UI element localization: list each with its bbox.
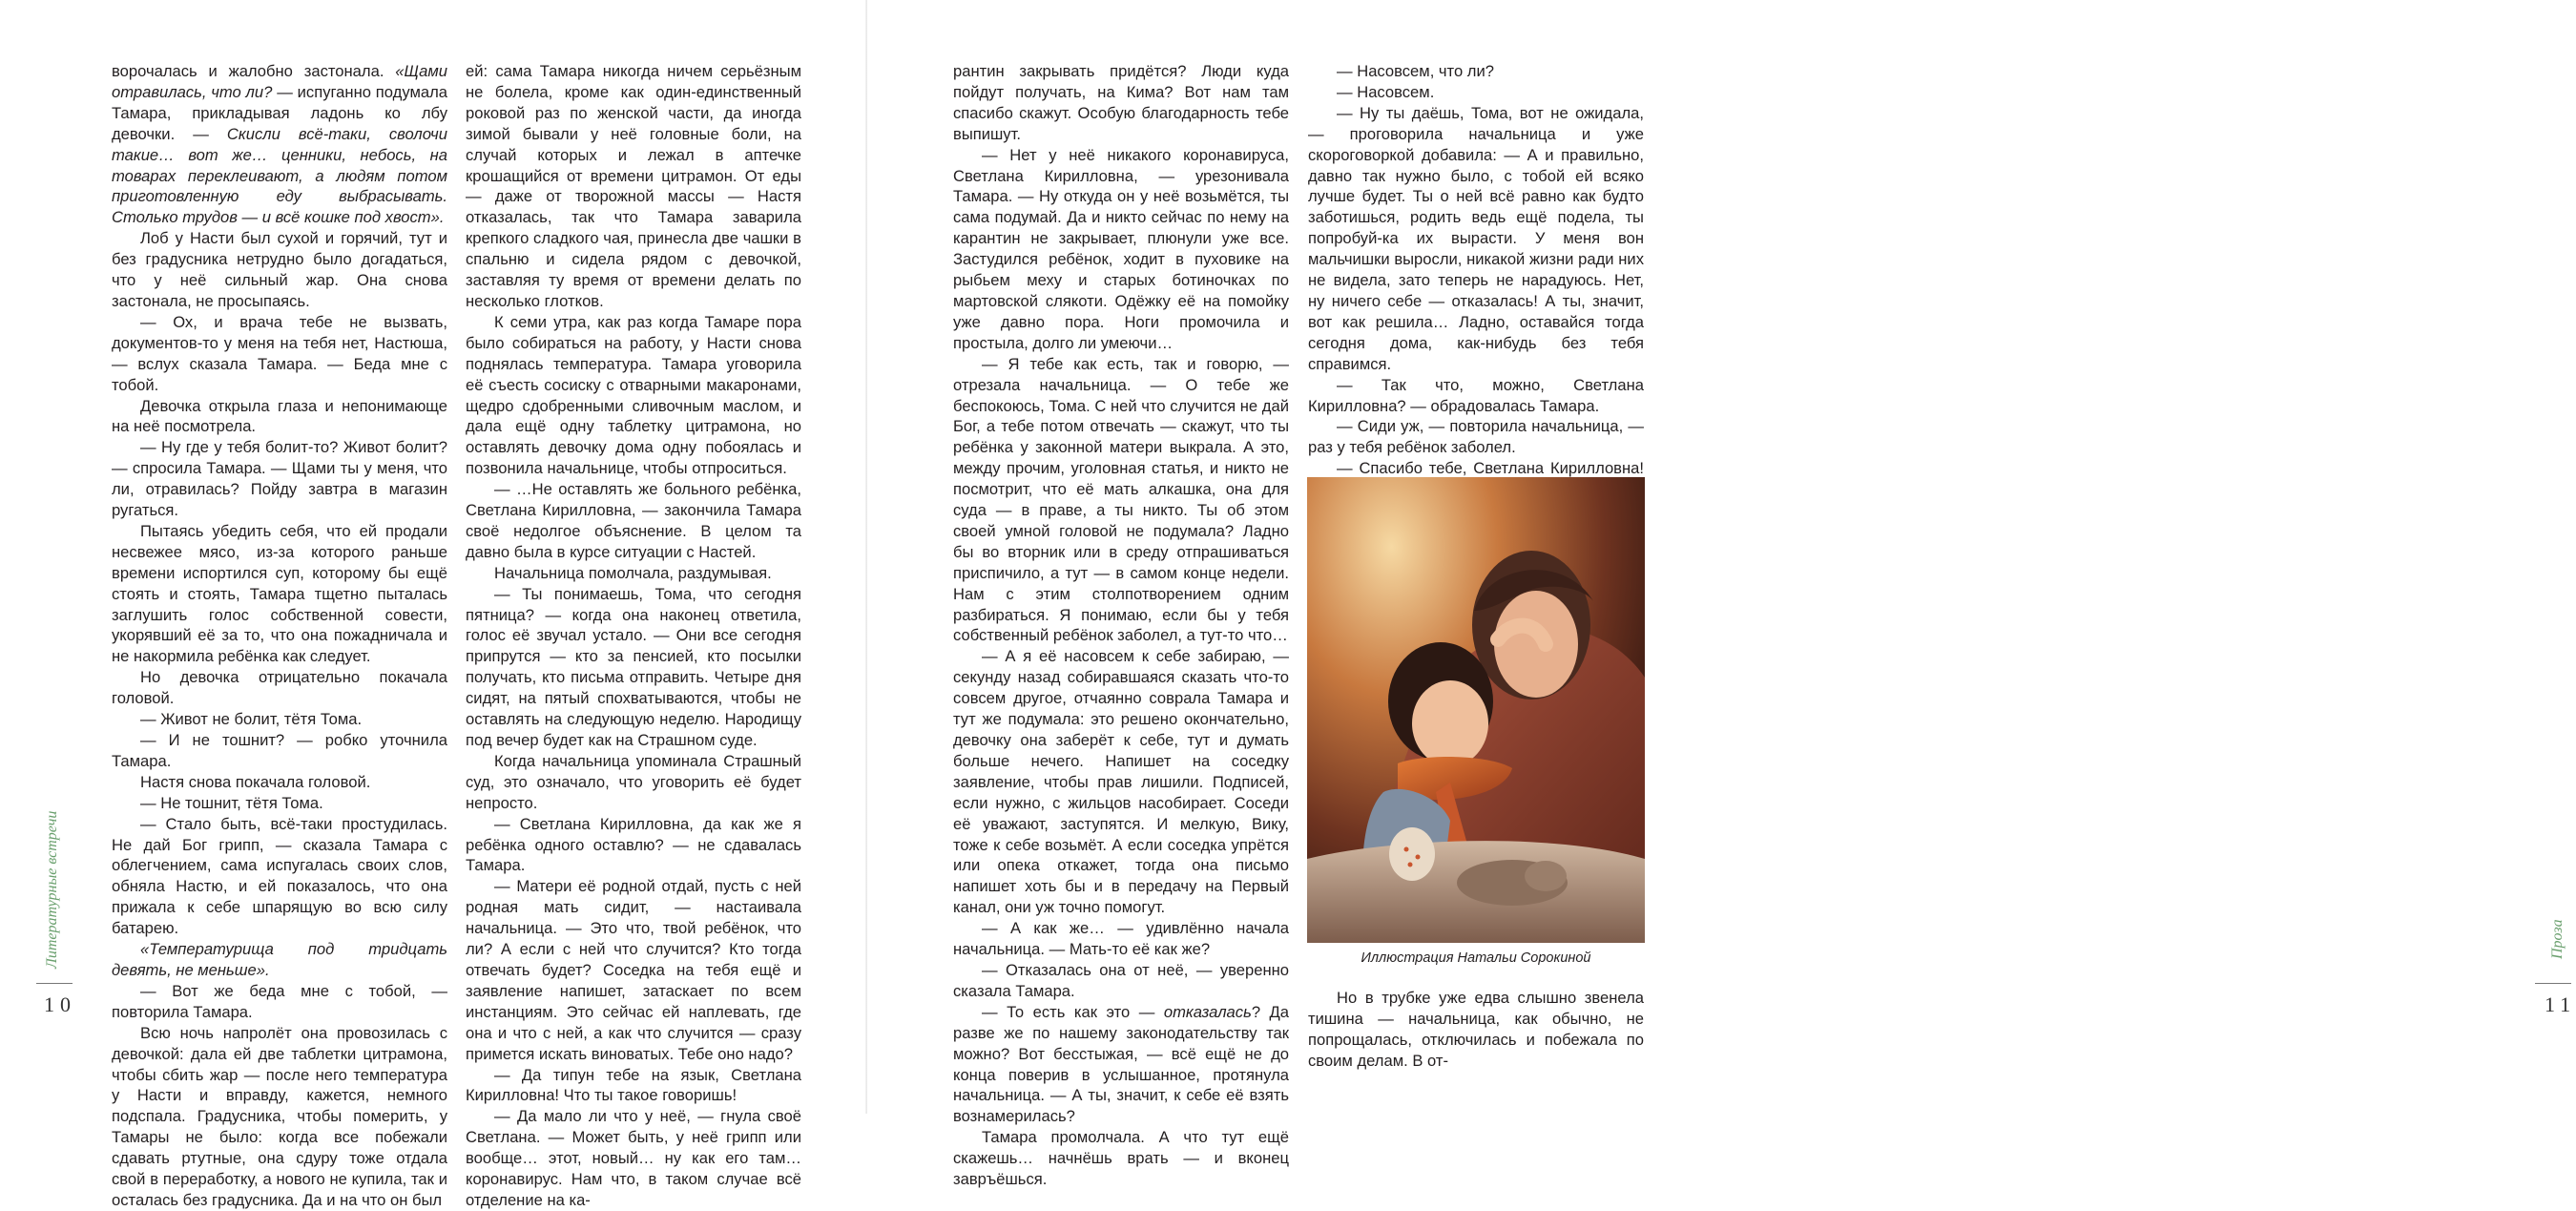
illustration-caption: Иллюстрация Натальи Сорокиной <box>1361 950 1591 966</box>
illustration-mother-and-girl <box>1307 477 1645 943</box>
text-column-4-continuation <box>1308 988 1644 1072</box>
paragraph: К семи утра, как раз когда Тамаре пора было собираться на работу, у Насти снова поднялась температура. Тамара уговорила её съесть сосиску с отварными макаронами, щедро сдобренными сливочным маслом, и дала ещё одну таблетку цитрамона, но оставлять девочку дома одну побоялась и позвонила начальнице, чтобы отпроситься. <box>466 312 801 478</box>
paragraph: — Я тебе как есть, так и говорю, — отрезала начальница. — О тебе же беспокоюсь, Тома. С ней что случится не дай Бог, а тебе потом отвечать — скажут, что ты ребёнка у законной матери выкрала. А это, между прочим, уголовная статья, и никто не посмотрит, что её мать алкашка, она для суда — в праве, а ты никто. Ты об этом своей умной головой не подумала? Ладно бы во вторник или в среду отпрашиваться приспичило, а тут — в самом конце недели. Нам с этим столпотворением одним разбираться. Я понимаю, если бы у тебя собственный ребёнок заболел, а тут-то что… <box>953 354 1289 645</box>
paragraph: — Да мало ли что у неё, — гнула своё Светлана. — Может быть, у неё грипп или вообще… этот, новый… ну как его там… коронавирус. Нам что, в таком случае всё отделение на ка- <box>466 1107 801 1209</box>
page-number-left: 10 <box>44 992 76 1016</box>
paragraph: — Насовсем. <box>1337 82 1435 101</box>
italic-text: отказалась <box>1163 1002 1252 1021</box>
paragraph: рантин закрывать придётся? Люди куда пойдут получать, на Кима? Вот нам там спасибо скажут. Особую благодарность тебе выпишут. <box>953 62 1289 143</box>
paragraph: — Не тошнит, тётя Тома. <box>140 793 323 812</box>
paragraph: Всю ночь напролёт она провозилась с девочкой: дала ей две таблетки цитрамона, чтобы сбить жар — после него температура у Насти и вправду, кажется, немного подспала. Градусника, чтобы померить, у Тамары не было: когда все побежали сдавать ртутные, она сдуру тоже отдала свой в переработку, а нового не купила, так и осталась без градусника. Да и на что он был <box>112 1023 447 1209</box>
paragraph: Пытаясь убедить себя, что ей продали несвежее мясо, из-за которого раньше времени испортился суп, которому бы ещё стоять и стоять, Тамара тщетно пыталась заглушить голос собственной совести, укорявший её за то, что она пожадничала и не накормила ребёнка как следует. <box>112 521 447 666</box>
paragraph: — Сиди уж, — повторила начальница, — раз у тебя ребёнок заболел. <box>1308 417 1644 457</box>
paragraph: — А я её насовсем к себе забираю, — секунду назад собиравшаяся сказать что-то совсем другое, отчаянно соврала Тамара и тут же подумала: это решено окончательно, девочку она заберёт к себе, тут и думать больше нечего. Напишет на соседку заявление, чтобы прав лишили. Подписей, если нужно, с жильцов насобирает. Соседи её уважают, заступятся. И мелкую, Вику, тоже к себе возьмёт. А если соседка упрётся или опека откажет, тогда она письмо напишет хоть бы и в передачу на Первый канал, они уж точно помогут. <box>953 647 1289 917</box>
italic-text: «Температурища под тридцать девять, не меньше». <box>112 940 447 979</box>
paragraph: — И не тошнит? — робко уточнила Тамара. <box>112 731 447 770</box>
paragraph: — Насовсем, что ли? <box>1337 62 1494 80</box>
paragraph: — Ты понимаешь, Тома, что сегодня пятница? — когда она наконец ответила, голос её звучал устало. — Они все сегодня припрутся — кто за пенсией, кто посылки получать, кто письма отправить. Четыре дня сидят, на пятый спохватываются, чтобы не оставлять на следующую неделю. Народищу под вечер будет как на Страшном суде. <box>466 584 801 749</box>
text-run: — То есть как это — <box>982 1002 1164 1021</box>
paragraph: — …Не оставлять же больного ребёнка, Светлана Кирилловна, — закончила Тамара своё недолгое объяснение. В целом та давно была в курсе ситуации с Настей. <box>466 480 801 561</box>
page-number-rule-right <box>2535 983 2571 984</box>
paragraph: — Спасибо тебе, Светлана Кирилловна! <box>1337 459 1644 478</box>
text-column-1 <box>112 61 447 1211</box>
paragraph: — Так что, можно, Светлана Кирилловна? — обрадовалась Тамара. <box>1308 375 1644 415</box>
italic-text: Скисли всё-таки, сволочи такие… вот же… ценники, небось, на товарах переклеивают, а людям потом приготовленную еду выбрасывать. Столько трудов — и всё кошке под хвост». <box>112 124 447 227</box>
text-run: — испуганно подумала Тамара, прикладывая ладонь ко лбу девочки. — <box>112 82 447 143</box>
paragraph: — Ну ты даёшь, Тома, вот не ожидала, — проговорила начальница и уже скороговоркой добавила: — А и правильно, давно так нужно было, с тобой ей всяко лучше будет. Ты о ней всё равно как будто заботишься, родить ведь ещё подела, ты попробуй-ка их вырасти. У меня вон мальчишки выросли, никакой жизни ради них не видела, зато теперь не нарадуюсь. Нет, ну ничего себе — отказалась! А ты, значит, вот как решила… Ладно, оставайся тогда сегодня дома, как-нибудь без тебя справимся. <box>1308 103 1644 373</box>
paragraph: Но девочка отрицательно покачала головой. <box>112 668 447 708</box>
paragraph: Когда начальница упоминала Страшный суд, это означало, что уговорить её будет непросто. <box>466 751 801 812</box>
paragraph: — Живот не болит, тётя Тома. <box>140 710 363 729</box>
section-label-left: Литературные встречи <box>44 810 60 969</box>
paragraph: — Отказалась она от неё, — уверенно сказала Тамара. <box>953 960 1289 1000</box>
text-column-3 <box>953 61 1289 1190</box>
section-label-right: Проза <box>2549 919 2566 959</box>
paragraph: — А как же… — удивлённо начала начальница. — Мать-то её как же? <box>953 919 1289 959</box>
paragraph: — Ох, и врача тебе не вызвать, документов-то у меня на тебя нет, Настюша, — вслух сказала Тамара. — Беда мне с тобой. <box>112 312 447 394</box>
paragraph: — Нет у неё никакого коронавируса, Светлана Кирилловна, — урезонивала Тамара. — Ну откуда он у неё возьмётся, ты сама подумай. Да и никто сейчас по нему на карантин не закрывает, плюнули уже все. Застудился ребёнок, ходит в пуховике на рыбьем меху и старых ботиночках по мартовской слякоти. Одёжку её на помойку уже давно пора. Ноги промочила и простыла, долго ли умеючи… <box>953 145 1289 352</box>
paragraph: ей: сама Тамара никогда ничем серьёзным не болела, кроме как один-единственный роковой раз по женской части, да иногда зимой бывали у неё головные боли, на случай которых и лежал в аптечке крошащийся от времени цитрамон. От еды — даже от творожной массы — Настя отказалась, так что Тамара заварила крепкого сладкого чая, принесла две чашки в спальню и сидела рядом с девочкой, заставляя ту время от времени делать по несколько глотков. <box>466 62 801 310</box>
paragraph <box>953 1002 1289 1127</box>
paragraph <box>112 61 447 228</box>
paragraph: Лоб у Насти был сухой и горячий, тут и без градусника нетрудно было догадаться, что у неё сильный жар. Она снова застонала, не просыпаясь. <box>112 229 447 310</box>
italic-text: «Щами отравилась, что ли? <box>112 62 447 101</box>
paragraph: — Вот же беда мне с тобой, — повторила Тамара. <box>112 981 447 1021</box>
paragraph: Начальница помолчала, раздумывая. <box>494 563 772 582</box>
paragraph: Тамара промолчала. А что тут ещё скажешь… начнёшь врать — и вконец завръёшься. <box>953 1128 1289 1189</box>
paragraph: — Стало быть, всё-таки простудилась. Не дай Бог грипп, — сказала Тамара с облегчением, сама испугалась своих слов, обняла Настю, и ей показалось, что она прижала к себе шпарящую во всю силу батарею. <box>112 814 447 938</box>
paragraph: Девочка открыла глаза и непонимающе на неё посмотрела. <box>112 396 447 436</box>
text-run: ? Да разве же по нашему законодательству так можно? Вот бесстыжая, — всё ещё не до конца поверив в услышанное, протянула начальница. — А ты, значит, к себе её взять вознамерилась? <box>953 1002 1290 1126</box>
text-column-2 <box>466 61 801 1211</box>
paragraph <box>112 939 447 981</box>
paragraph: — Ну где у тебя болит-то? Живот болит? — спросила Тамара. — Щами ты у меня, что ли, отравилась? Пойду завтра в магазин ругаться. <box>112 438 447 520</box>
page-number-rule-left <box>36 983 73 984</box>
paragraph: — Матери её родной отдай, пусть с ней родная мать сидит, — настаивала начальница. — Это что, твой ребёнок, что ли? А если с ней что случится? Кто тогда отвечать будет? Соседка на тебя ещё и заявление напишет, затаскает по всем инстанциям. Это сейчас ей наплевать, где она и что с ней, а как что случится — сразу примется искать виноватых. Тебе оно надо? <box>466 877 801 1063</box>
text-run: ворочалась и жалобно застонала. <box>112 62 396 80</box>
paragraph: — Светлана Кирилловна, да как же я ребёнка одного оставлю? — не сдавалась Тамара. <box>466 814 801 875</box>
paragraph: Настя снова покачала головой. <box>140 772 371 791</box>
illustration-image <box>1307 477 1645 943</box>
paragraph: — Да типун тебе на язык, Светлана Кирилловна! Что ты такое говоришь! <box>466 1065 801 1105</box>
page-number-right: 11 <box>2545 992 2576 1016</box>
paragraph: Но в трубке уже едва слышно звенела тишина — начальница, как обычно, не попрощалась, отключилась и побежала по своим делам. В от- <box>1308 989 1644 1070</box>
text-column-4 <box>1308 61 1644 500</box>
